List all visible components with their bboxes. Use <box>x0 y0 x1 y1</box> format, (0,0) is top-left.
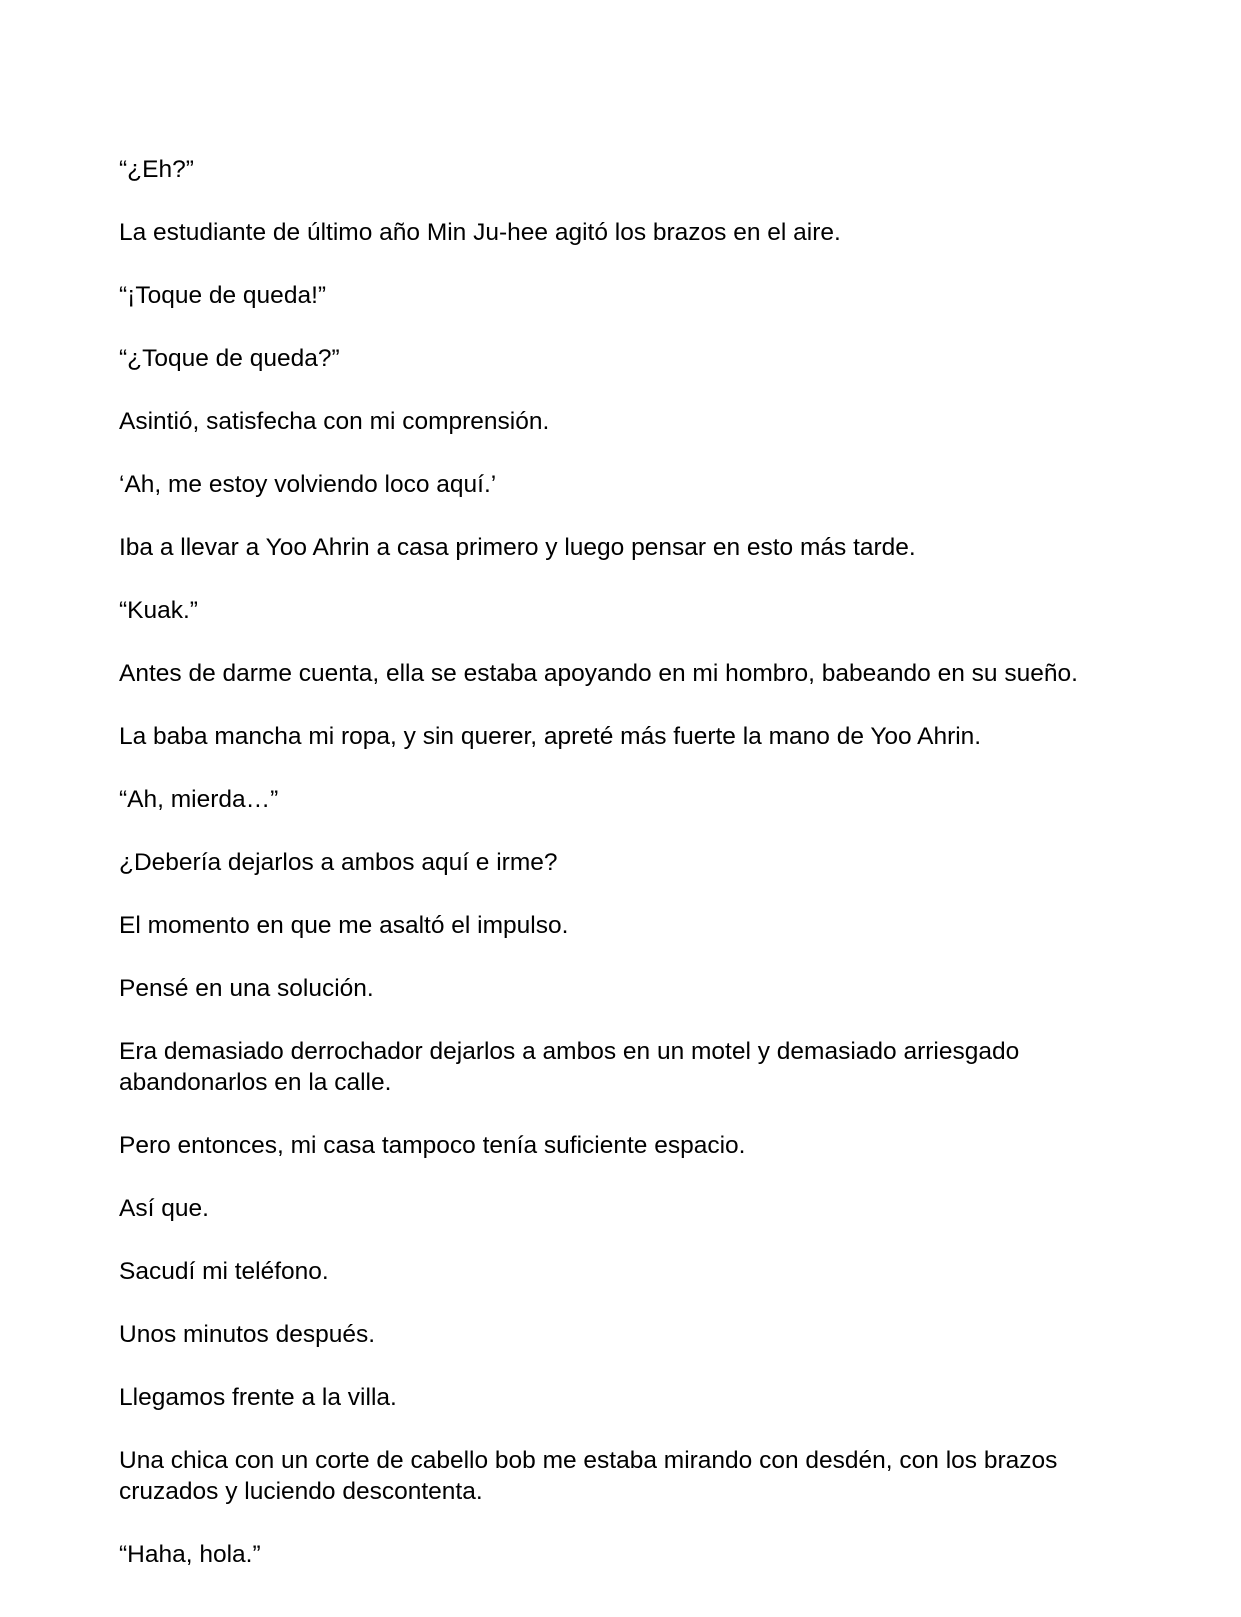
paragraph: ¿Debería dejarlos a ambos aquí e irme? <box>119 849 558 876</box>
paragraph: “¿Toque de queda?” <box>119 345 340 372</box>
paragraph: Unos minutos después. <box>119 1321 376 1348</box>
paragraph: Pero entonces, mi casa tampoco tenía suficiente espacio. <box>119 1132 746 1159</box>
paragraph: La estudiante de último año Min Ju-hee agitó los brazos en el aire. <box>119 219 841 246</box>
paragraph: Una chica con un corte de cabello bob me estaba mirando con desdén, con los brazos cruzados y luciendo descontenta. <box>119 1447 1058 1505</box>
document-body <box>119 154 1129 1602</box>
paragraph: Era demasiado derrochador dejarlos a ambos en un motel y demasiado arriesgado abandonarlos en la calle. <box>119 1038 1020 1096</box>
paragraph: Asintió, satisfecha con mi comprensión. <box>119 408 550 435</box>
paragraph: “Kuak.” <box>119 597 198 624</box>
paragraph: “Haha, hola.” <box>119 1541 261 1568</box>
paragraph: La baba mancha mi ropa, y sin querer, apreté más fuerte la mano de Yoo Ahrin. <box>119 723 982 750</box>
paragraph: “¿Eh?” <box>119 156 194 183</box>
paragraph: ‘Ah, me estoy volviendo loco aquí.’ <box>119 471 497 498</box>
paragraph: “Ah, mierda…” <box>119 786 279 813</box>
paragraph: Sacudí mi teléfono. <box>119 1258 329 1285</box>
paragraph: Así que. <box>119 1195 209 1222</box>
paragraph: Llegamos frente a la villa. <box>119 1384 397 1411</box>
paragraph: “¡Toque de queda!” <box>119 282 327 309</box>
paragraph: Antes de darme cuenta, ella se estaba apoyando en mi hombro, babeando en su sueño. <box>119 660 1078 687</box>
paragraph: El momento en que me asaltó el impulso. <box>119 912 569 939</box>
paragraph: Iba a llevar a Yoo Ahrin a casa primero y luego pensar en esto más tarde. <box>119 534 916 561</box>
paragraph: Pensé en una solución. <box>119 975 374 1002</box>
